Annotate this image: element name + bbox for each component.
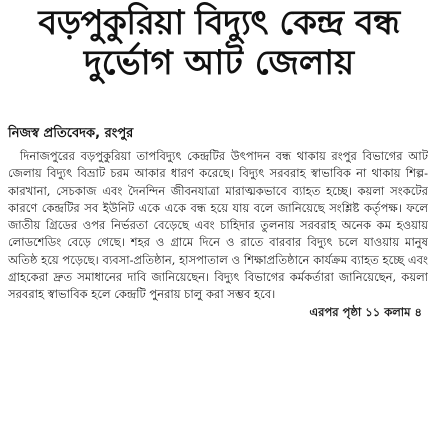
headline-line-2: দুর্ভোগ আট জেলায় bbox=[83, 42, 355, 83]
byline: নিজস্ব প্রতিবেদক, রংপুর bbox=[8, 126, 134, 141]
headline bbox=[0, 3, 438, 83]
article-body bbox=[8, 148, 428, 428]
article-paragraph: দিনাজপুরের বড়পুকুরিয়া তাপবিদ্যুৎ কেন্দ্রটির উৎপাদন বন্ধ থাকায় রংপুর বিভাগের আট জেলায় বিদ্যুৎ বিভ্রাট চরম আকার ধারণ করেছে। বিদ্যুৎ সরবরাহ স্বাভাবিক না থাকায় শিল্প-কারখানা, সেচকাজ এবং দৈনন্দিন জীবনযাত্রা মারাত্মকভাবে ব্যাহত হচ্ছে। কয়লা সংকটের কারণে কেন্দ্রটির সব ইউনিট একে একে বন্ধ হয়ে যায় বলে জানিয়েছে সংশ্লিষ্ট কর্তৃপক্ষ। ফলে জাতীয় গ্রিডের ওপর নির্ভরতা বেড়েছে এবং চাহিদার তুলনায় সরবরাহ অনেক কম হওয়ায় লোডশেডিং বেড়ে গেছে। শহর ও গ্রামে দিনে ও রাতে বারবার বিদ্যুৎ চলে যাওয়ায় মানুষ অতিষ্ঠ হয়ে পড়েছে। ব্যবসা-প্রতিষ্ঠান, হাসপাতাল ও শিক্ষাপ্রতিষ্ঠানে কার্যক্রম ব্যাহত হচ্ছে এবং গ্রাহকেরা দ্রুত সমাধানের দাবি জানিয়েছেন। বিদ্যুৎ বিভাগের কর্মকর্তারা জানিয়েছেন, কয়লা সরবরাহ স্বাভাবিক হলে কেন্দ্রটি পুনরায় চালু করা সম্ভব হবে। bbox=[8, 149, 428, 302]
continuation-reference[interactable]: এরপর পৃষ্ঠা ১১ কলাম ৪ bbox=[309, 304, 422, 319]
headline-line-1: বড়পুকুরিয়া বিদ্যুৎ কেন্দ্র বন্ধ bbox=[38, 3, 400, 43]
